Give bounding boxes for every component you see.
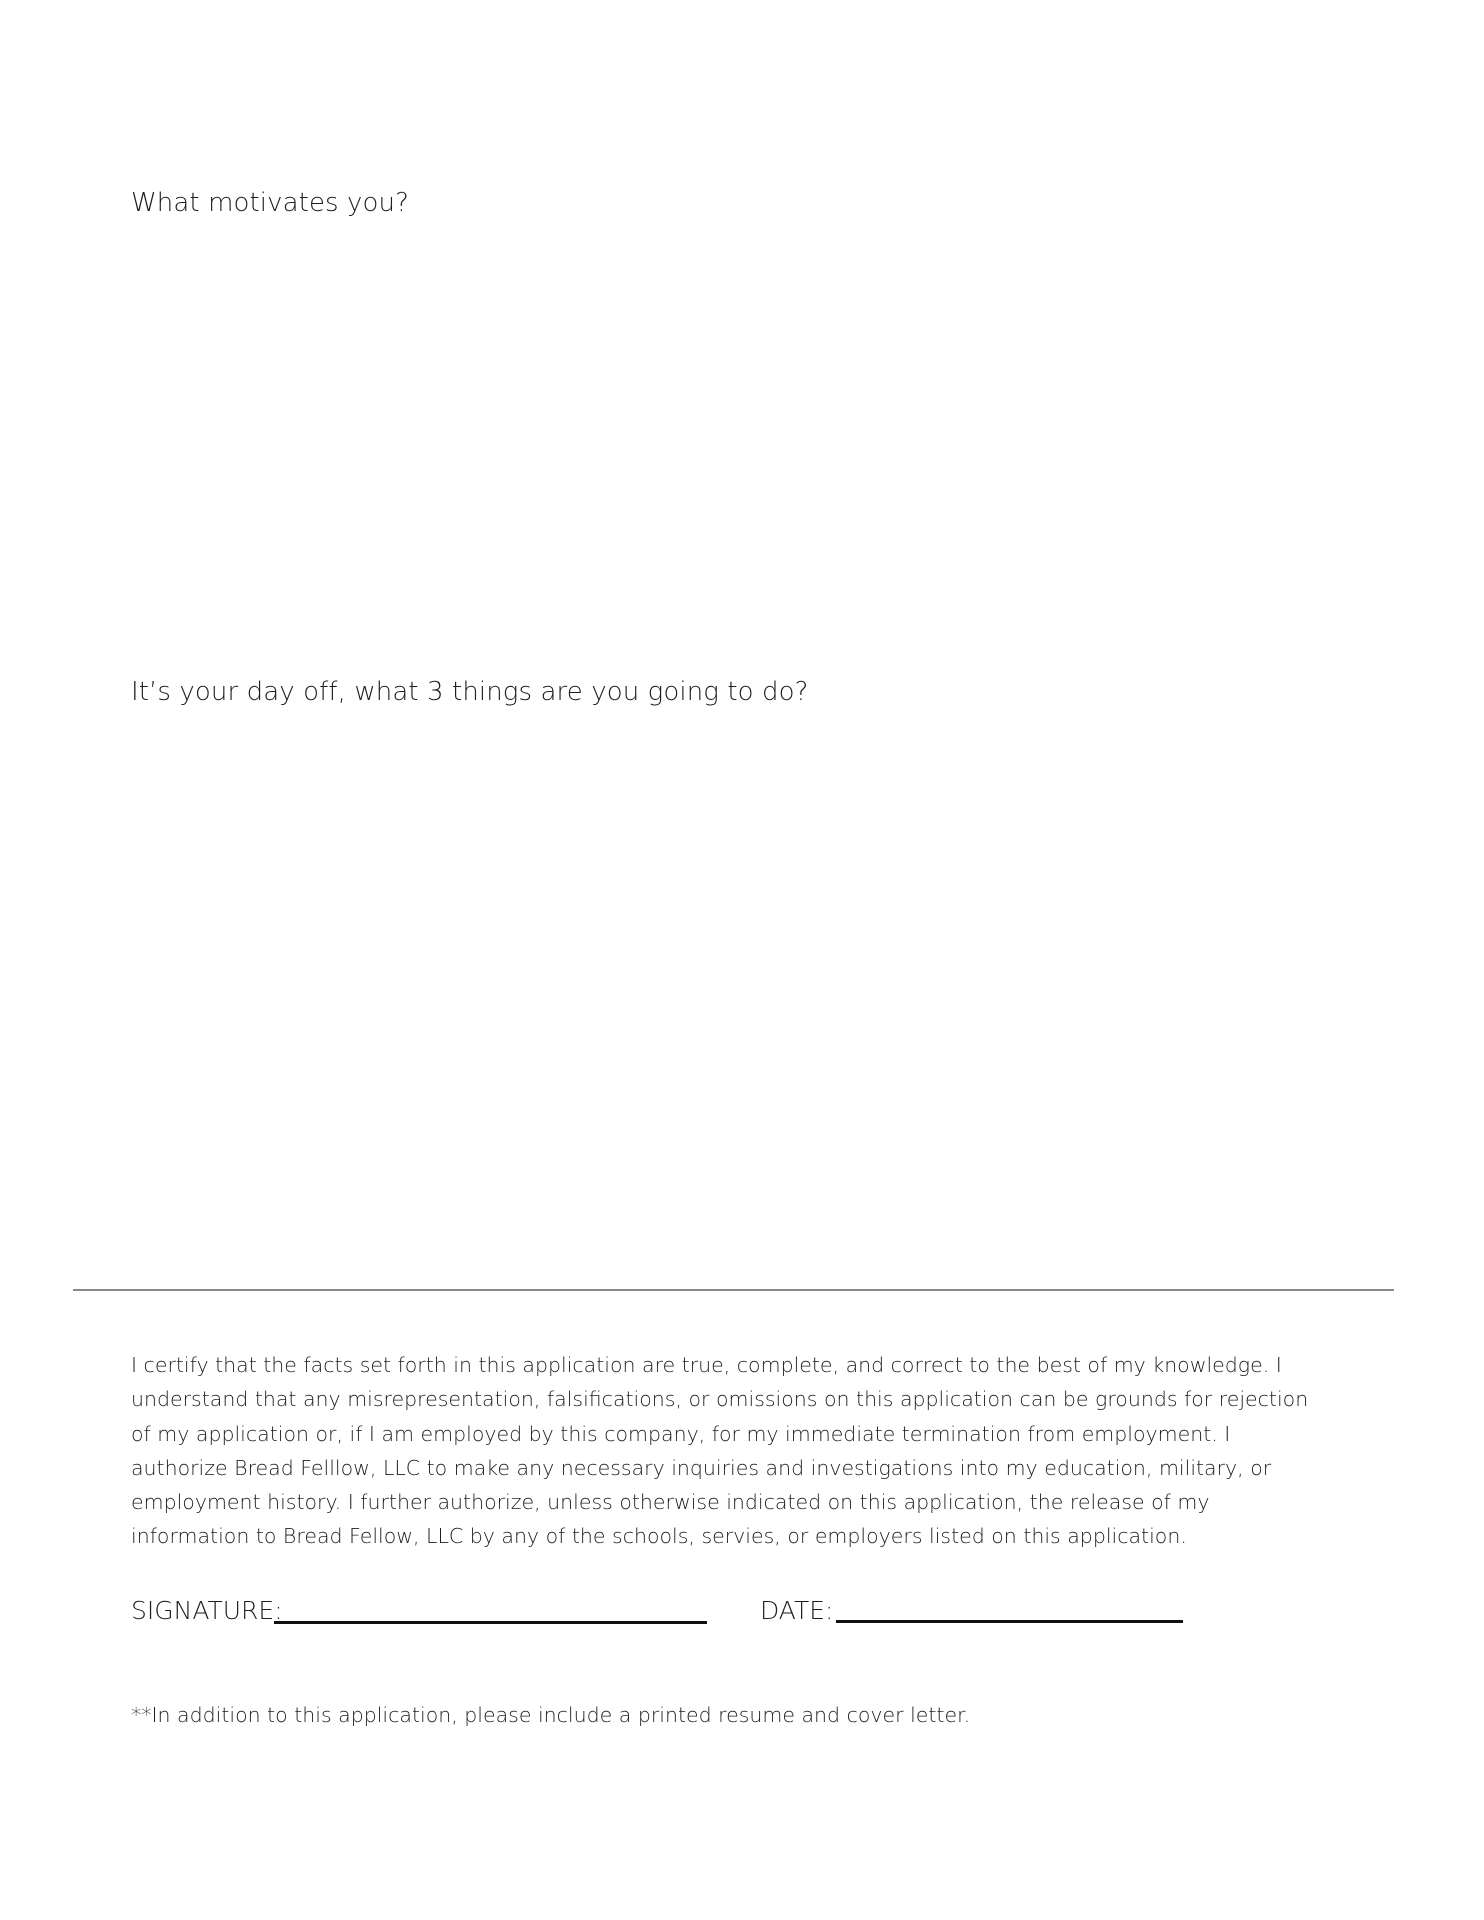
signature-line[interactable] [274,1621,707,1624]
date-line[interactable] [836,1620,1183,1623]
resume-note: **In addition to this application, please include a printed resume and cover letter. [131,1703,971,1727]
section-divider [73,1289,1394,1291]
certification-statement: I certify that the facts set forth in this application are true, complete, and correct to the best of my knowledge. I understand that any misrepresentation, falsifications, or omissions on this application can be grounds for rejection of my application or, if I am employed by this company, for my immediate termination from employment. I authorize Bread Felllow, LLC to make any necessary inquiries and investigations into my education, military, or employment history. I further authorize, unless otherwise indicated on this application, the release of my information to Bread Fellow, LLC by any of the schools, servies, or employers listed on this application. [131,1353,1309,1549]
date-label: DATE: [760,1596,834,1625]
question-motivation: What motivates you? [131,188,410,218]
signature-label: SIGNATURE: [131,1596,283,1625]
question-day-off: It’s your day off, what 3 things are you going to do? [131,677,809,707]
